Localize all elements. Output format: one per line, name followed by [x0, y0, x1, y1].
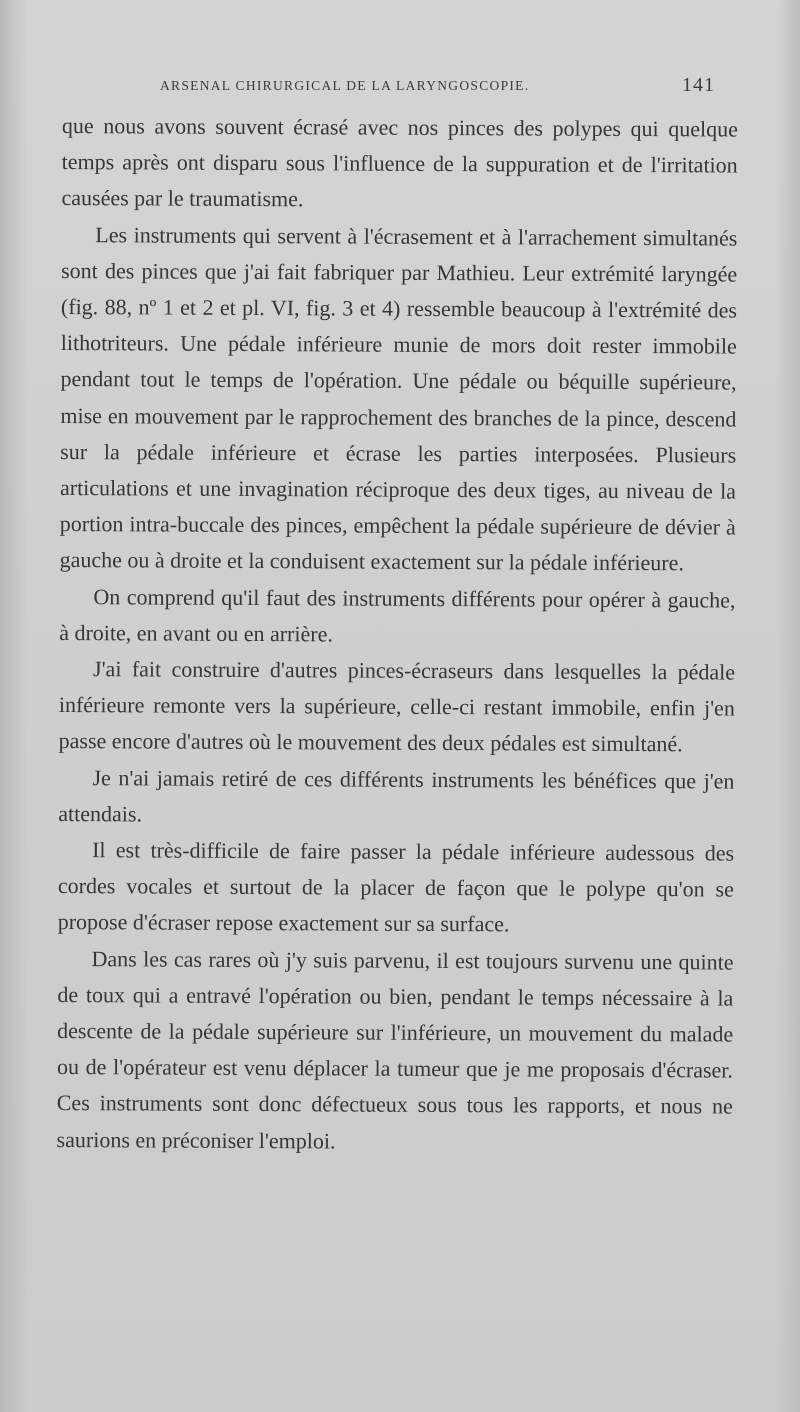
- paragraph-continued: que nous avons souvent écrasé avec nos pinces des polypes qui quelque temps après ont disparu sous l'influence de la suppuration et de l'irritation causées par le traumatisme.: [61, 112, 738, 212]
- page-number: 141: [682, 74, 715, 96]
- paragraph-instruments: Les instruments qui servent à l'écrasement et à l'arrachement simultanés sont des pinces que j'ai fait fabriquer par Mathieu. Leur extrémité laryngée (fig. 88, nº 1 et 2 et pl. VI, fig. 3 et 4) ressemble beaucoup à l'extrémité des lithotriteurs. Une pédale inférieure munie de mors doit rester immobile pendant tout le temps de l'opération. Une pédale ou béquille supérieure, mise en mouvement par le rapprochement des branches de la pince, descend sur la pédale inférieure et écrase les parties interposées. Plusieurs articulations et une invagination réciproque des deux tiges, au niveau de la portion intra-buccale des pinces, empêchent la pédale supérieure de dévier à gauche ou à droite et la conduisent exactement sur la pédale inférieure.: [59, 221, 738, 576]
- paragraph-different-instruments: On comprend qu'il faut des instruments différents pour opérer à gauche, à droite, en avant ou en arrière.: [59, 583, 736, 647]
- paragraph-other-pinces: J'ai fait construire d'autres pinces-écraseurs dans lesquelles la pédale inférieure remonte vers la supérieure, celle-ci restant immobile, enfin j'en passe encore d'autres où le mouvement des deux pédales est simultané.: [58, 656, 736, 757]
- paragraph-benefits: Je n'ai jamais retiré de ces différents instruments les bénéfices que j'en attendais.: [58, 764, 735, 827]
- paragraph-difficulty: Il est très-difficile de faire passer la pédale inférieure audessous des cordes vocales et surtout de la placer de façon que le polype qu'on se propose d'écraser repose exactement sur sa surface.: [57, 837, 735, 937]
- running-title: ARSENAL CHIRURGICAL DE LA LARYNGOSCOPIE.: [160, 78, 530, 93]
- running-head: [160, 74, 715, 98]
- paragraph-conclusion: Dans les cas rares où j'y suis parvenu, il est toujours survenu une quinte de toux qui a entravé l'opération ou bien, pendant le temps nécessaire à la descente de la pédale supérieure sur l'inférieure, un mouvement du malade ou de l'opérateur est venu déplacer la tumeur que je me proposais d'écraser. Ces instruments sont donc défectueux sous tous les rapports, et nous ne saurions en préconiser l'emploi.: [56, 945, 734, 1154]
- body-text: [57, 108, 738, 1161]
